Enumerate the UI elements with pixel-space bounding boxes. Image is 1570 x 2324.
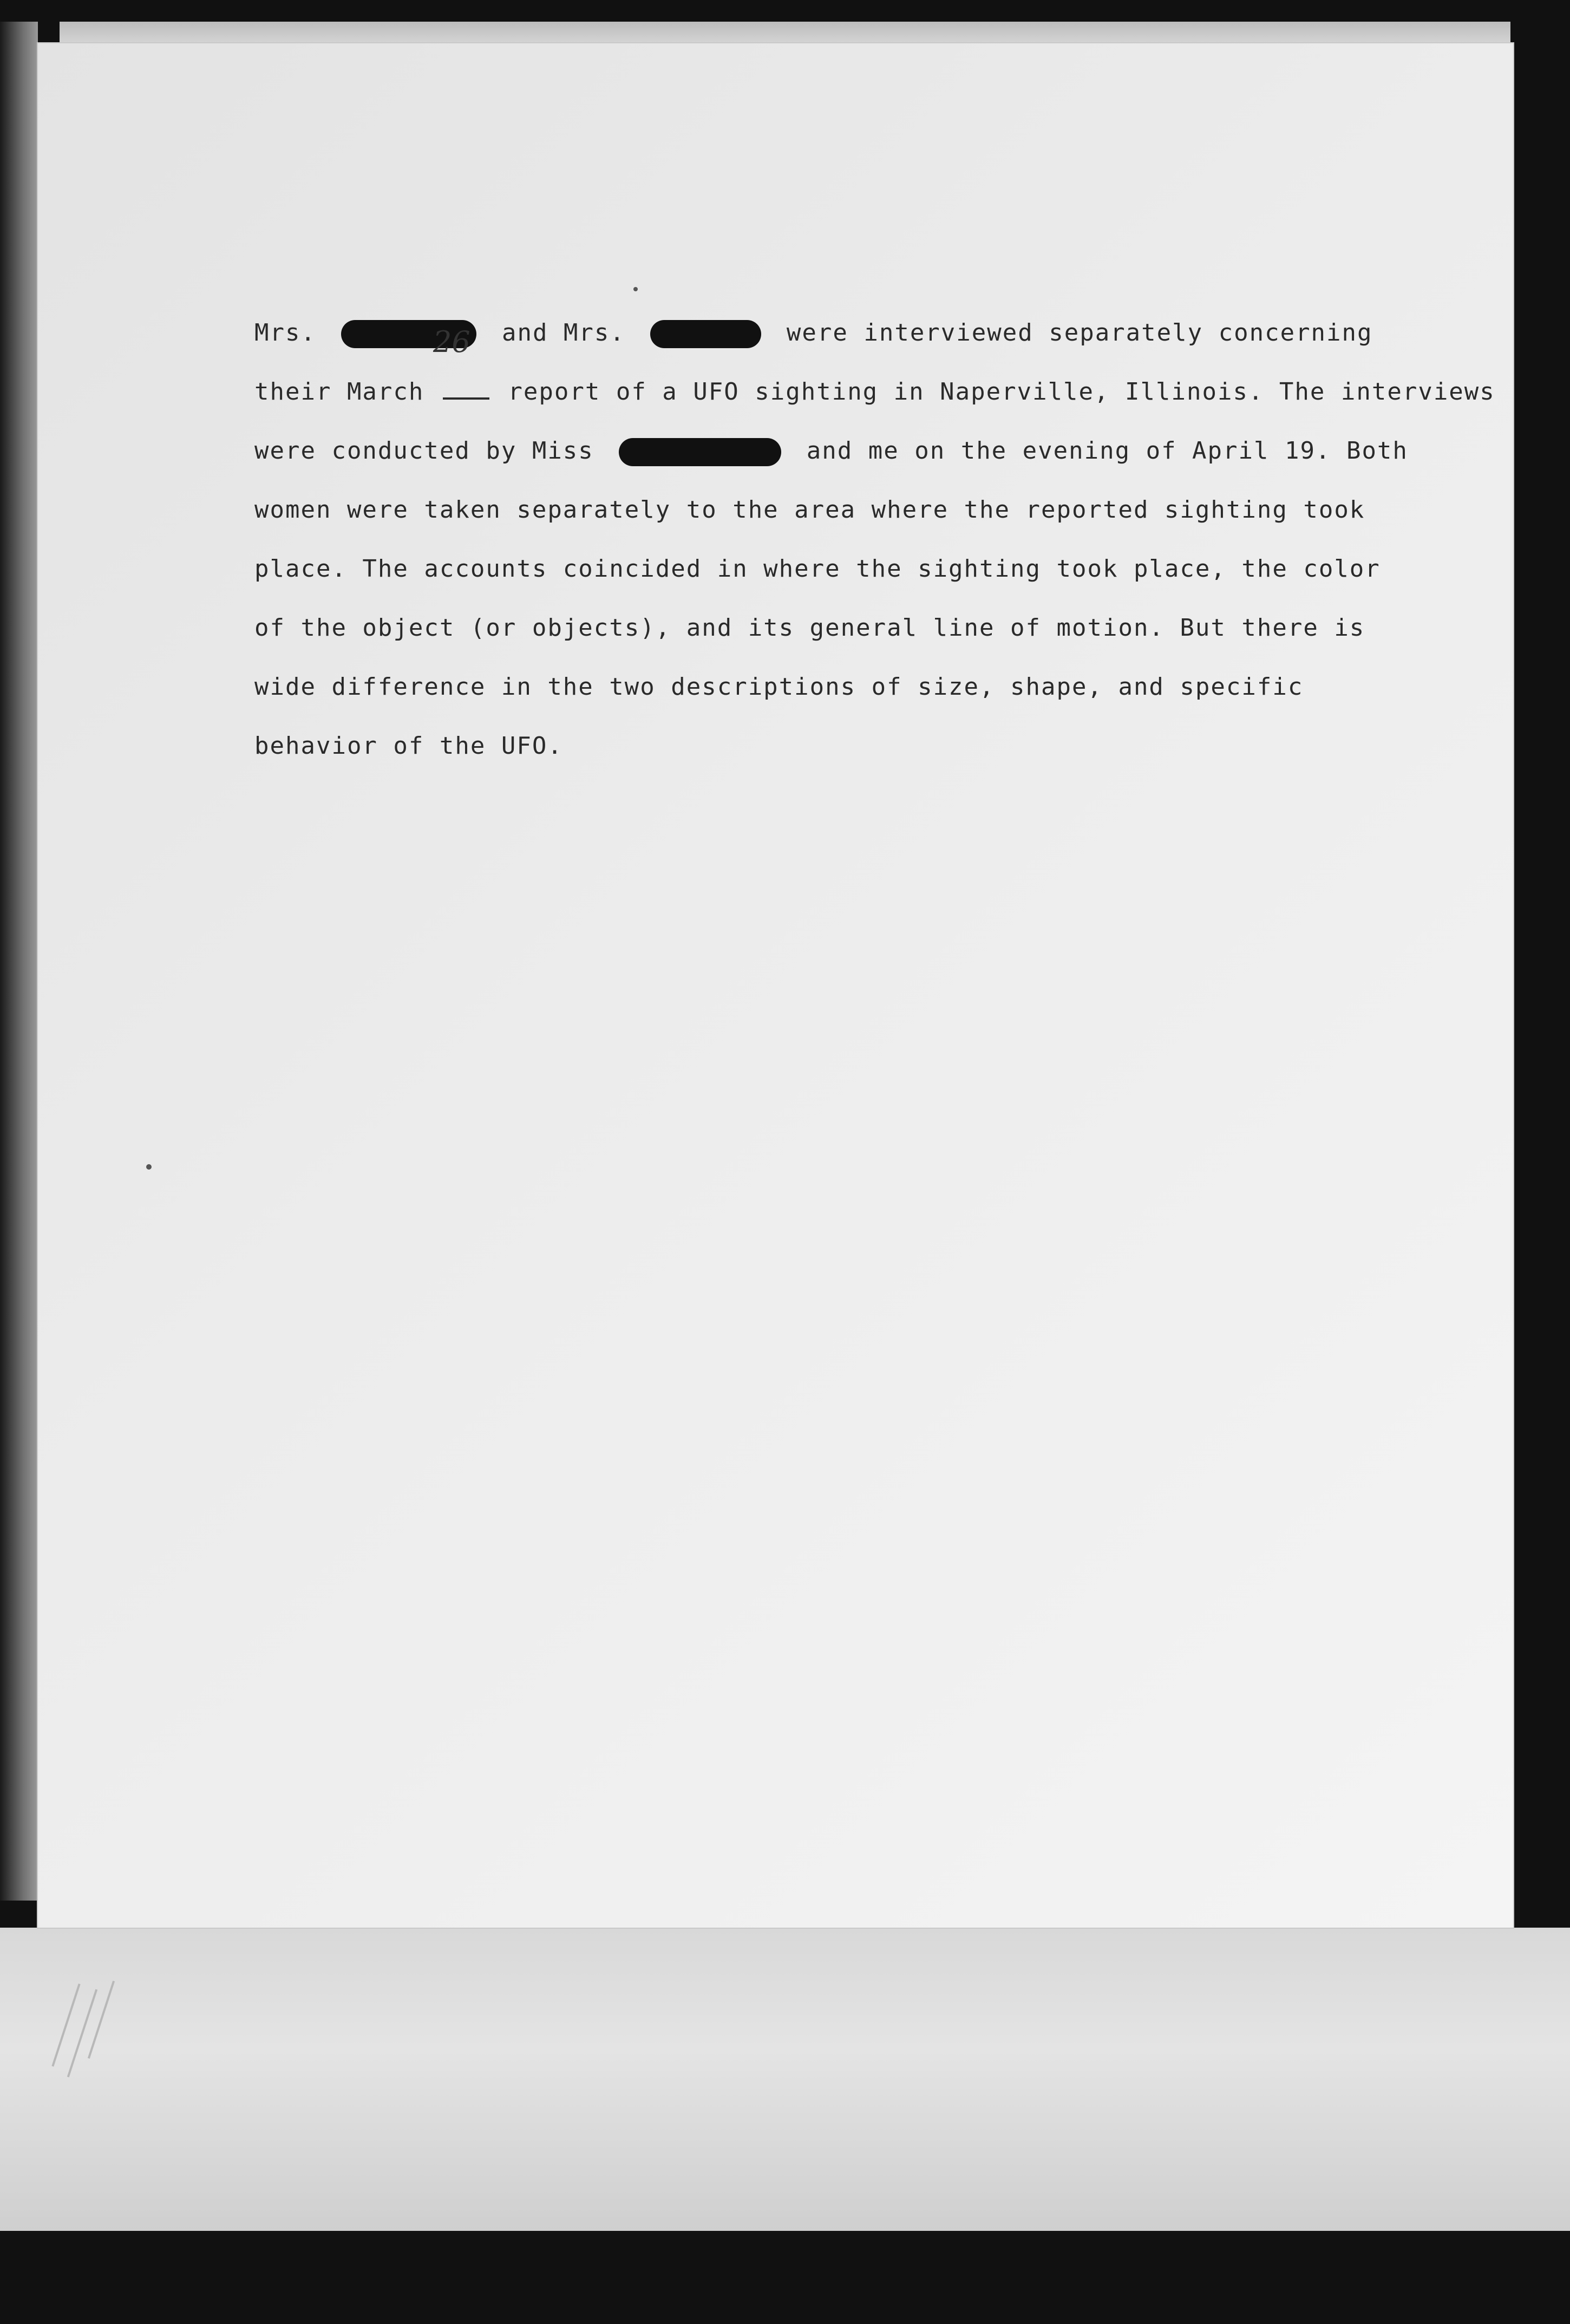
text-segment: report of a UFO sighting in Naperville, Illinois. The interviews bbox=[508, 378, 1495, 406]
text-line-1 bbox=[254, 303, 1435, 362]
text-segment: were conducted by Miss bbox=[254, 437, 594, 465]
dust-speck bbox=[146, 1164, 152, 1170]
dust-speck bbox=[633, 287, 638, 291]
handwritten-date: 26 bbox=[433, 325, 470, 359]
text-line-3 bbox=[254, 421, 1435, 480]
text-line-2 bbox=[254, 362, 1495, 421]
redaction-mark bbox=[619, 438, 781, 466]
text-segment: Mrs. bbox=[254, 319, 316, 347]
text-line-4: women were taken separately to the area where the reported sighting took bbox=[254, 496, 1365, 524]
film-lower-band bbox=[0, 1928, 1570, 2231]
text-line-6: of the object (or objects), and its general line of motion. But there is bbox=[254, 614, 1365, 642]
film-scratch bbox=[88, 1981, 115, 2059]
text-segment: their March bbox=[254, 378, 424, 406]
text-segment: were interviewed separately concerning bbox=[786, 319, 1373, 347]
redaction-mark bbox=[650, 320, 761, 348]
typed-text-body bbox=[254, 303, 1495, 775]
text-line-8: behavior of the UFO. bbox=[254, 732, 563, 760]
text-line-7: wide difference in the two descriptions of size, shape, and specific bbox=[254, 673, 1304, 701]
text-segment: and Mrs. bbox=[501, 319, 625, 347]
text-line-5: place. The accounts coincided in where the sighting took place, the color bbox=[254, 555, 1381, 583]
date-blank bbox=[443, 381, 489, 400]
film-edge-left bbox=[0, 22, 38, 1901]
text-segment: and me on the evening of April 19. Both bbox=[806, 437, 1408, 465]
